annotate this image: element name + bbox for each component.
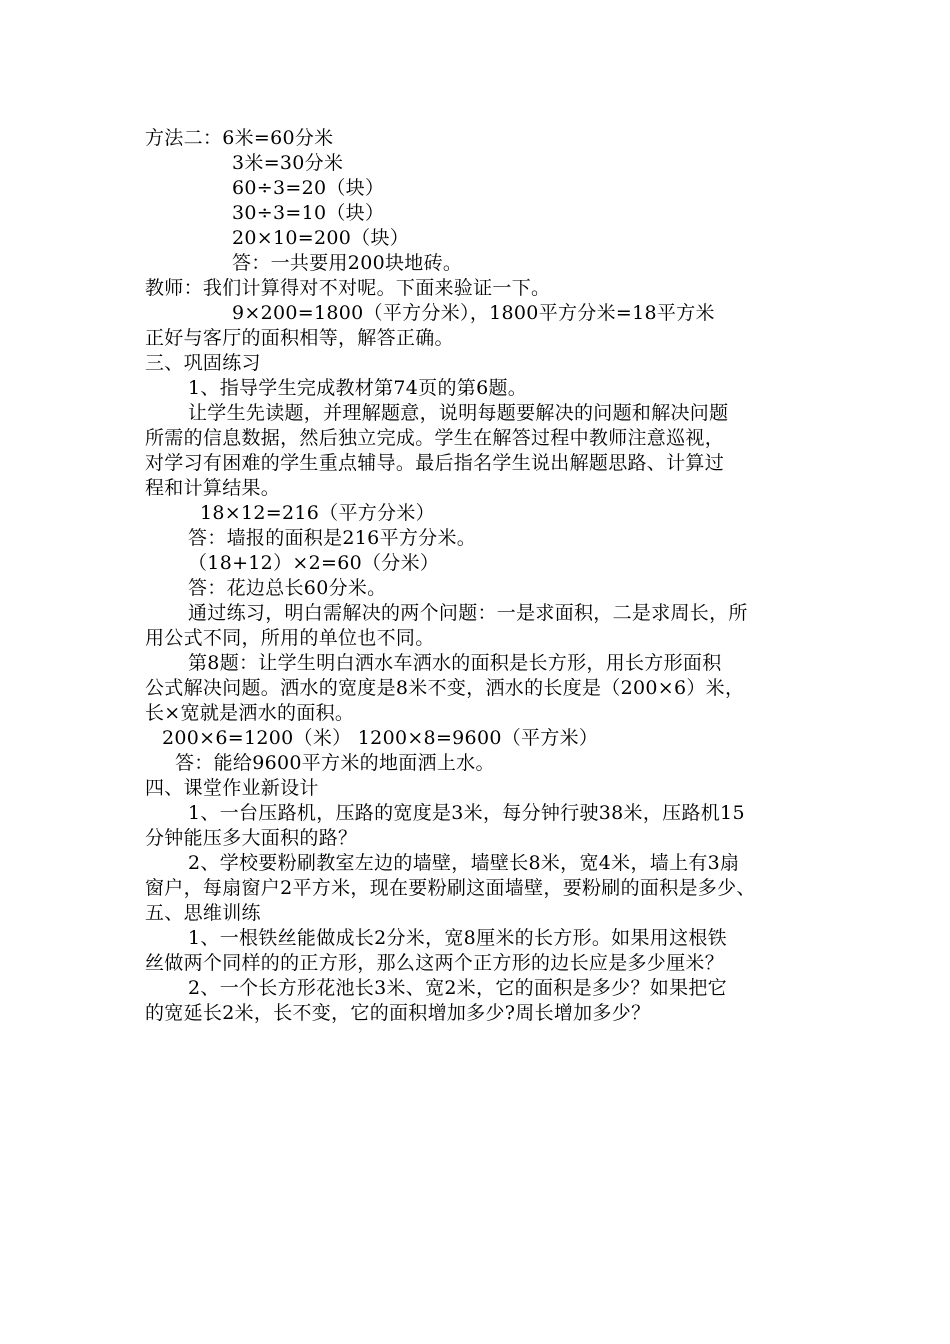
answer-line: 答：花边总长60分米。 bbox=[188, 577, 387, 599]
section-heading: 四、课堂作业新设计 bbox=[145, 777, 319, 799]
paragraph-line: 2、一个长方形花池长3米、宽2米，它的面积是多少？如果把它 bbox=[188, 977, 727, 999]
calc-line: 30÷3=10（块） bbox=[232, 202, 385, 224]
verify-calc-line: 9×200=1800（平方分米），1800平方分米=18平方米 bbox=[232, 302, 715, 324]
paragraph-line: 1、一根铁丝能做成长2分米，宽8厘米的长方形。如果用这根铁 bbox=[188, 927, 727, 949]
answer-line: 答：能给9600平方米的地面洒上水。 bbox=[175, 752, 495, 774]
paragraph-line: 的宽延长2米，长不变，它的面积增加多少?周长增加多少？ bbox=[145, 1002, 651, 1024]
paragraph-line: 公式解决问题。洒水的宽度是8米不变，洒水的长度是（200×6）米， bbox=[145, 677, 745, 699]
calc-line: 18×12=216（平方分米） bbox=[200, 502, 435, 524]
calc-line: 20×10=200（块） bbox=[232, 227, 410, 249]
calc-line: 3米=30分米 bbox=[232, 152, 344, 174]
calc-line: 60÷3=20（块） bbox=[232, 177, 385, 199]
paragraph-line: 所需的信息数据，然后独立完成。学生在解答过程中教师注意巡视， bbox=[145, 427, 725, 449]
paragraph-line: 分钟能压多大面积的路？ bbox=[145, 827, 358, 849]
paragraph-line: 用公式不同，所用的单位也不同。 bbox=[145, 627, 435, 649]
paragraph-line: 1、一台压路机，压路的宽度是3米，每分钟行驶38米，压路机15 bbox=[188, 802, 745, 824]
section-heading: 三、巩固练习 bbox=[145, 352, 261, 374]
paragraph-line: 丝做两个同样的的正方形，那么这两个正方形的边长应是多少厘米？ bbox=[145, 952, 725, 974]
paragraph-line: 长×宽就是洒水的面积。 bbox=[145, 702, 355, 724]
answer-line: 答：一共要用200块地砖。 bbox=[232, 252, 463, 274]
paragraph-line: 窗户，每扇窗户2平方米，现在要粉刷这面墙壁，要粉刷的面积是多少、 bbox=[145, 877, 756, 899]
section-heading: 五、思维训练 bbox=[145, 902, 261, 924]
answer-line: 答：墙报的面积是216平方分米。 bbox=[188, 527, 477, 549]
paragraph-line: 1、指导学生完成教材第74页的第6题。 bbox=[188, 377, 528, 399]
teacher-line: 教师：我们计算得对不对呢。下面来验证一下。 bbox=[145, 277, 551, 299]
paragraph-line: 第8题：让学生明白洒水车洒水的面积是长方形，用长方形面积 bbox=[188, 652, 722, 674]
paragraph-line: 正好与客厅的面积相等，解答正确。 bbox=[145, 327, 454, 349]
paragraph-line: 对学习有困难的学生重点辅导。最后指名学生说出解题思路、计算过 bbox=[145, 452, 725, 474]
paragraph-line: 让学生先读题，并理解题意，说明每题要解决的问题和解决问题 bbox=[188, 402, 729, 424]
paragraph-line: 2、学校要粉刷教室左边的墙壁，墙壁长8米，宽4米，墙上有3扇 bbox=[188, 852, 740, 874]
paragraph-line: 通过练习，明白需解决的两个问题：一是求面积，二是求周长，所 bbox=[188, 602, 748, 624]
paragraph-line: 程和计算结果。 bbox=[145, 477, 281, 499]
calc-line: 200×6=1200（米） 1200×8=9600（平方米） bbox=[162, 727, 599, 749]
method-two-line: 方法二：6米=60分米 bbox=[145, 127, 334, 149]
calc-line: （18+12）×2=60（分米） bbox=[188, 552, 440, 574]
